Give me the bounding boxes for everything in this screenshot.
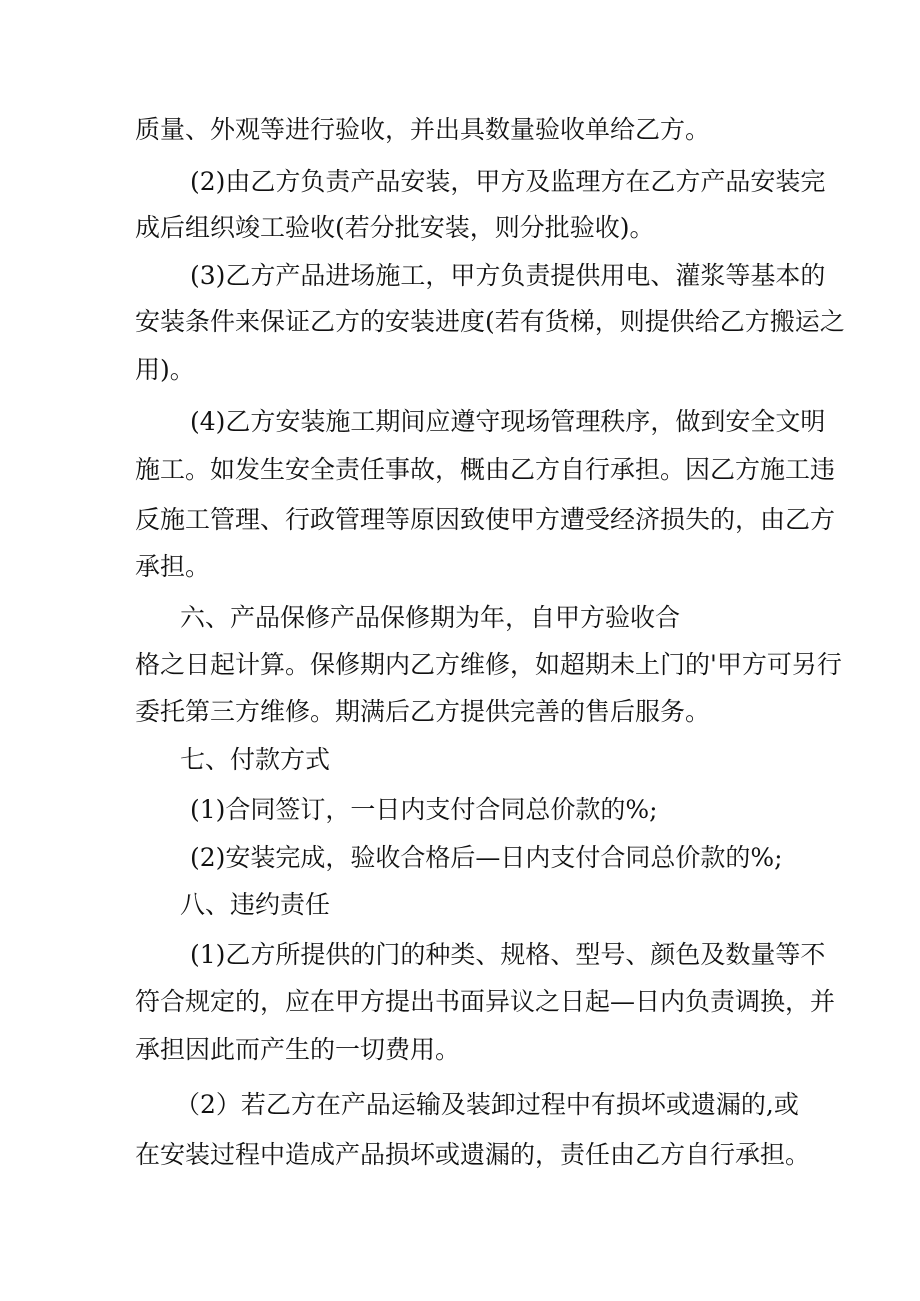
clause-heading: (4)乙方安装施工期间应遵守现场管理秩序，做到安全文明 [190, 407, 826, 436]
text-line: 承担因此而产生的一切费用。 [135, 1035, 461, 1064]
clause-heading: (2)由乙方负责产品安装，甲方及监理方在乙方产品安装完 [190, 167, 826, 196]
clause-heading: (2)安装完成，验收合格后—日内支付合同总价款的%; [190, 843, 783, 872]
clause-heading: （2）若乙方在产品运输及装卸过程中有损坏或遗漏的,或 [175, 1090, 799, 1119]
clause-heading: (1)乙方所提供的门的种类、规格、型号、颜色及数量等不 [190, 940, 826, 969]
text-line: 委托第三方维修。期满后乙方提供完善的售后服务。 [135, 697, 711, 726]
clause-heading: (1)合同签订，一日内支付合同总价款的%; [190, 795, 658, 824]
clause-heading: (3)乙方产品进场施工，甲方负责提供用电、灌浆等基本的 [190, 261, 826, 290]
text-line: 在安装过程中造成产品损坏或遗漏的，责任由乙方自行承担。 [135, 1140, 811, 1169]
text-line: 施工。如发生安全责任事故，概由乙方自行承担。因乙方施工违 [135, 455, 836, 484]
text-line: 成后组织竣工验收(若分批安装，则分批验收)。 [135, 213, 655, 242]
text-line: 反施工管理、行政管理等原因致使甲方遭受经济损失的，由乙方 [135, 505, 836, 534]
text-line: 符合规定的，应在甲方提出书面异议之日起—日内负责调换，并 [135, 987, 836, 1016]
section-heading: 八、违约责任 [180, 890, 331, 919]
text-line: 安装条件来保证乙方的安装进度(若有货梯，则提供给乙方搬运之 [135, 307, 845, 336]
section-heading: 六、产品保修产品保修期为年，自甲方验收合 [180, 603, 681, 632]
text-line: 承担。 [135, 552, 211, 581]
section-heading: 七、付款方式 [180, 745, 331, 774]
text-line: 格之日起计算。保修期内乙方维修，如超期未上门的'甲方可另行 [135, 650, 842, 679]
text-line: 用)。 [135, 355, 195, 384]
text-line: 质量、外观等进行验收，并出具数量验收单给乙方。 [135, 115, 711, 144]
